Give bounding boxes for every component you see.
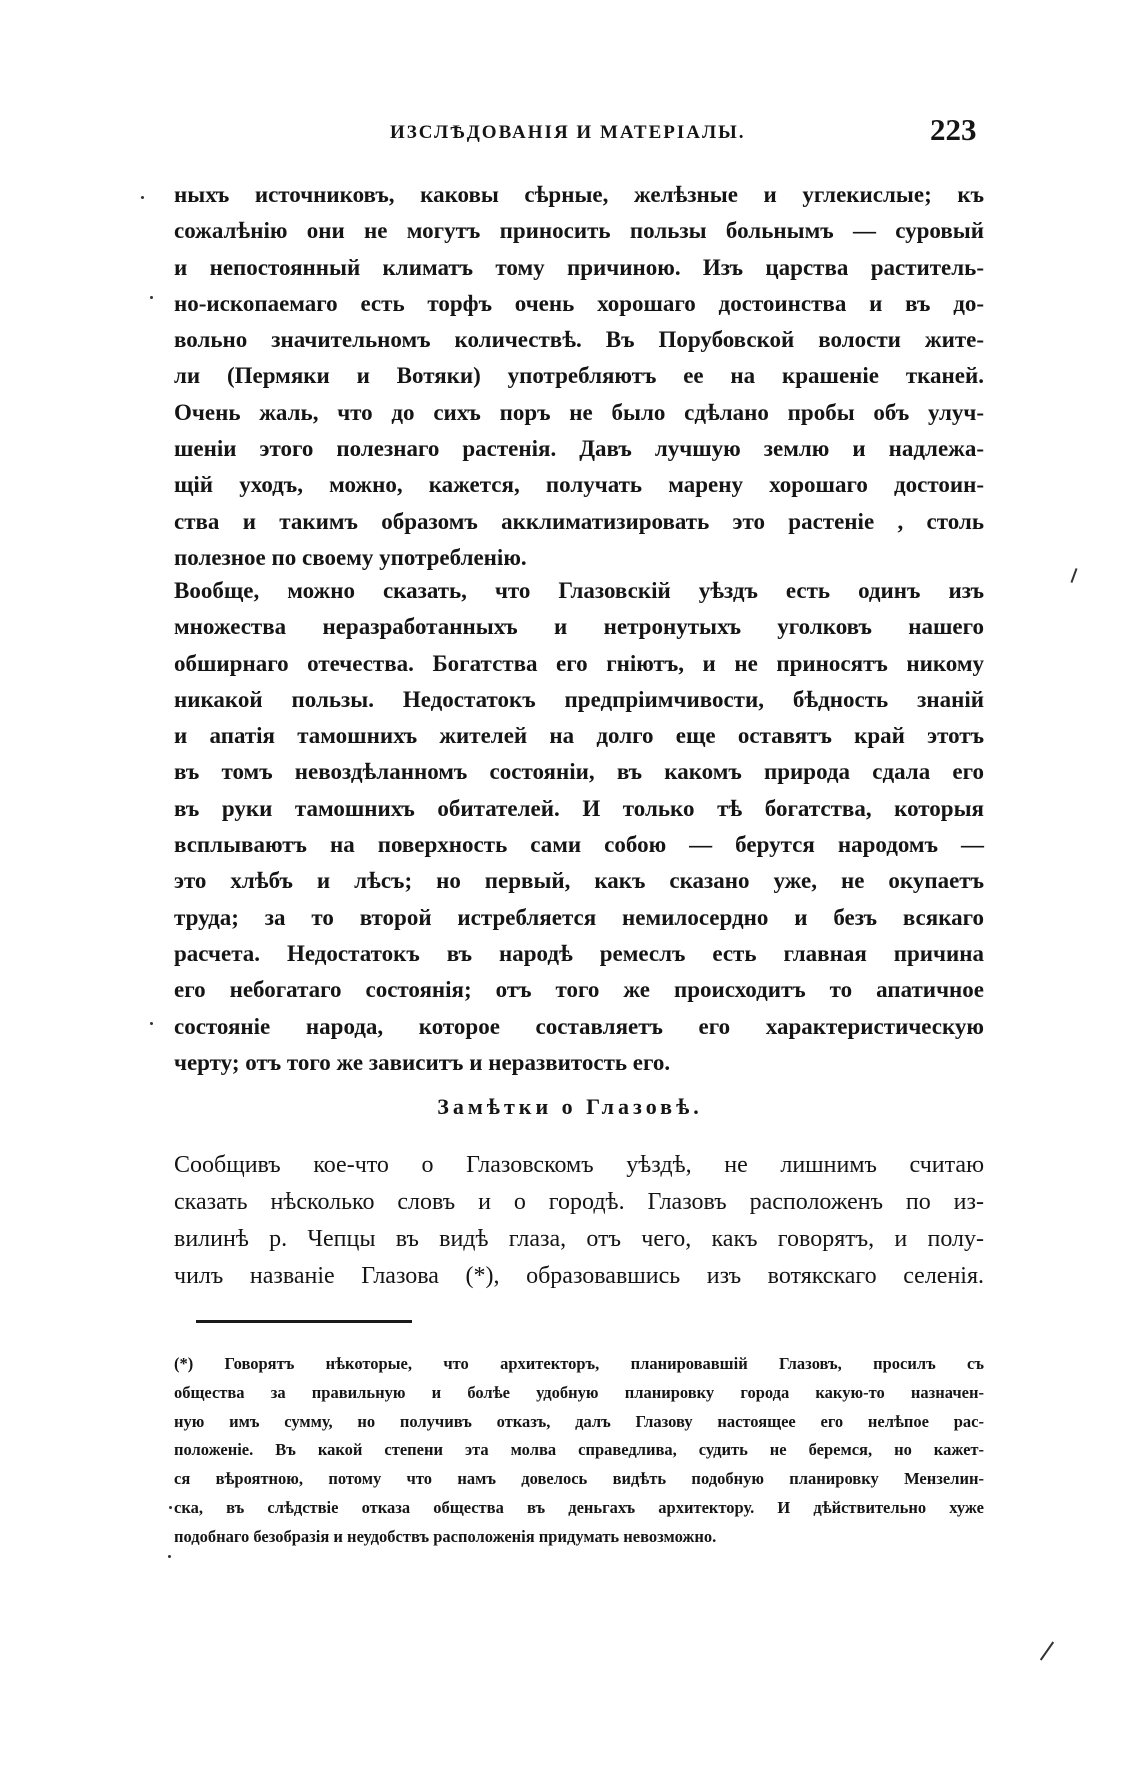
footnote-line: общества за правильную и болѣе удобную планировку города какую-то назначен- bbox=[174, 1382, 984, 1402]
scan-speck bbox=[150, 296, 153, 299]
text-line: состояніе народа, которое составляетъ его характеристическую bbox=[174, 1013, 984, 1039]
text-line: Очень жаль, что до сихъ поръ не было сдѣлано пробы объ улуч- bbox=[174, 399, 984, 425]
footnote-line: (*) Говорятъ нѣкоторые, что архитекторъ, планировавшій Глазовъ, просилъ съ bbox=[174, 1354, 984, 1373]
paragraph-1 bbox=[174, 177, 984, 576]
text-line: въ томъ невоздѣланномъ состояніи, въ какомъ природа сдала его bbox=[174, 759, 984, 785]
text-line: Вообще, можно сказать, что Глазовскій уѣздъ есть одинъ изъ bbox=[174, 578, 984, 603]
text-line: но-ископаемаго есть торфъ очень хорошаго достоинства и въ до- bbox=[174, 290, 984, 316]
footnote-line: положеніе. Въ какой степени эта молва справедлива, судить не беремся, но кажет- bbox=[174, 1440, 984, 1460]
text-line: шеніи этого полезнаго растенія. Давъ лучшую землю и надлежа- bbox=[174, 436, 984, 462]
text-line: расчета. Недостатокъ въ народѣ ремеслъ есть главная причина bbox=[174, 940, 984, 966]
text-line: вилинѣ р. Чепцы въ видѣ глаза, отъ чего, какъ говорятъ, и полу- bbox=[174, 1226, 984, 1252]
paragraph-2 bbox=[174, 573, 984, 1081]
text-line: вольно значительномъ количествѣ. Въ Порубовской волости жите- bbox=[174, 327, 984, 353]
text-line: труда; за то второй истребляется немилосердно и безъ всякаго bbox=[174, 904, 984, 930]
text-line: сказать нѣсколько словъ и о городѣ. Глазовъ расположенъ по из- bbox=[174, 1189, 984, 1215]
text-line: ства и такимъ образомъ акклиматизировать это растеніе , столь bbox=[174, 508, 984, 534]
footnote-line: ска, въ слѣдствіе отказа общества въ деньгахъ архитектору. И дѣйствительно хуже bbox=[174, 1497, 984, 1517]
footnote-line: подобнаго безобразія и неудобствъ расположенія придумать невозможно. bbox=[174, 1526, 717, 1546]
text-line: чилъ названіе Глазова (*), образовавшись изъ вотякскаго селенія. bbox=[174, 1263, 984, 1289]
running-head: ИЗСЛѢДОВАНІЯ И МАТЕРІАЛЫ. bbox=[390, 122, 746, 143]
scan-speck bbox=[169, 1506, 172, 1509]
footnote bbox=[174, 1350, 984, 1552]
text-line: и апатія тамошнихъ жителей на долго еще оставятъ край этотъ bbox=[174, 723, 984, 749]
text-line: черту; отъ того же зависитъ и неразвитость его. bbox=[174, 1049, 671, 1075]
section-heading: Замѣтки о Глазовѣ. bbox=[437, 1094, 703, 1119]
text-line: всплываютъ на поверхность сами собою — берутся народомъ — bbox=[174, 832, 984, 858]
footnote-divider bbox=[196, 1320, 412, 1323]
text-line: никакой пользы. Недостатокъ предпріимчивости, бѣдность знаній bbox=[174, 686, 984, 712]
scan-speck bbox=[150, 1022, 153, 1025]
scan-speck bbox=[1070, 568, 1077, 583]
footnote-line: ную имъ сумму, но получивъ отказъ, далъ Глазову настоящее его нелѣпое рас- bbox=[174, 1411, 984, 1431]
footnote-line: ся вѣроятною, потому что намъ довелось видѣть подобную планировку Мензелин- bbox=[174, 1469, 984, 1489]
page-number: 223 bbox=[930, 112, 977, 147]
text-line: обширнаго отечества. Богатства его гніютъ, и не приносятъ никому bbox=[174, 650, 984, 676]
text-line: ныхъ источниковъ, каковы сѣрные, желѣзные и углекислые; къ bbox=[174, 182, 984, 207]
scan-speck bbox=[141, 196, 144, 199]
scan-speck bbox=[1040, 1641, 1054, 1660]
text-line: Сообщивъ кое-что о Глазовскомъ уѣздѣ, не лишнимъ считаю bbox=[174, 1152, 984, 1178]
text-line: въ руки тамошнихъ обитателей. И только тѣ богатства, которыя bbox=[174, 795, 984, 821]
text-line: множества неразработанныхъ и нетронутыхъ уголковъ нашего bbox=[174, 614, 984, 640]
scan-speck bbox=[168, 1555, 171, 1558]
text-line: сожалѣнію они не могутъ приносить пользы больнымъ — суровый bbox=[174, 218, 984, 244]
paragraph-3 bbox=[174, 1147, 984, 1295]
text-line: это хлѣбъ и лѣсъ; но первый, какъ сказано уже, не окупаетъ bbox=[174, 868, 984, 894]
text-line: ли (Пермяки и Вотяки) употребляютъ ее на крашеніе тканей. bbox=[174, 363, 984, 389]
text-line: щій уходъ, можно, кажется, получать марену хорошаго достоин- bbox=[174, 472, 984, 498]
text-line: и непостоянный климатъ тому причиною. Изъ царства раститель- bbox=[174, 254, 984, 280]
text-line: полезное по своему употребленію. bbox=[174, 544, 527, 570]
text-line: его небогатаго состоянія; отъ того же происходитъ то апатичное bbox=[174, 977, 984, 1003]
